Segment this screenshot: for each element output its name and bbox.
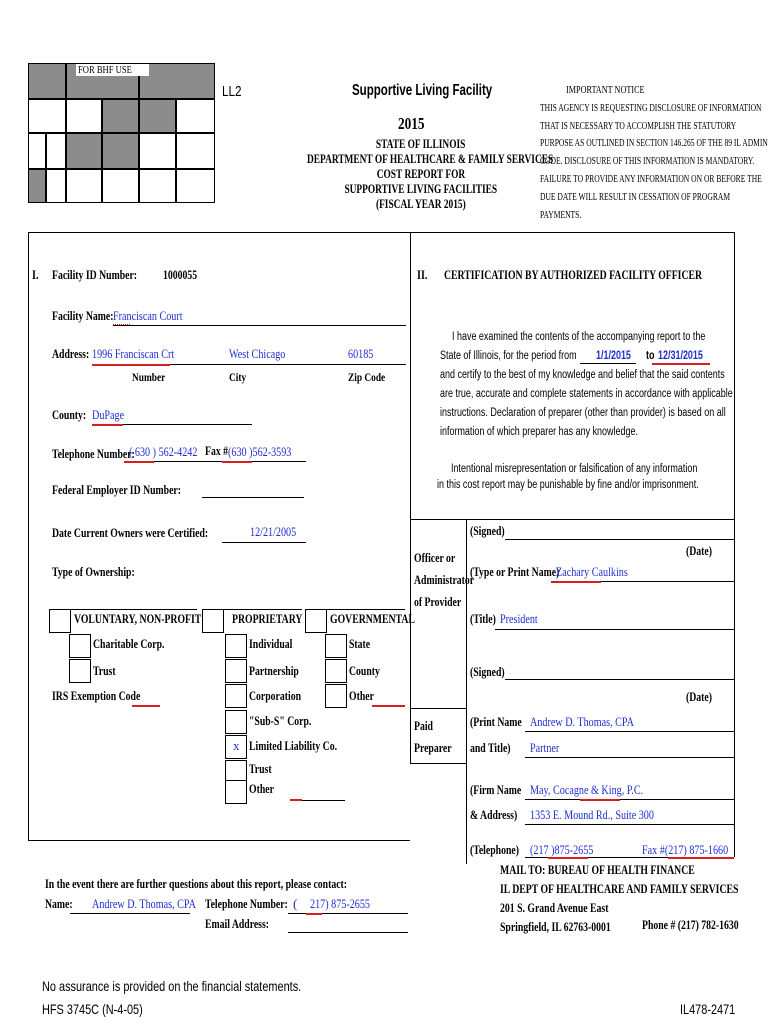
- voluntary-label: VOLUNTARY, NON-PROFIT: [74, 612, 202, 626]
- contact-name-label: Name:: [45, 897, 73, 911]
- agency-line: STATE OF ILLINOIS: [376, 137, 466, 151]
- spell-mark: [668, 857, 734, 859]
- print-name-label: (Print Name: [470, 715, 522, 729]
- preparer-block-left: [410, 708, 411, 763]
- signed-label: (Signed): [470, 524, 505, 538]
- officer-block-left: [410, 519, 411, 709]
- frame-bottom-left: [28, 840, 410, 841]
- fax-value[interactable]: (630 )562-3593: [228, 444, 292, 459]
- partnership-checkbox[interactable]: [225, 659, 247, 683]
- contact-name[interactable]: Andrew D. Thomas, CPA: [92, 896, 196, 911]
- individual-label: Individual: [249, 637, 293, 651]
- governmental-checkbox[interactable]: [305, 609, 327, 633]
- preparer-block-bottom: [410, 763, 466, 764]
- firm-address[interactable]: 1353 E. Mound Rd., Suite 300: [530, 807, 654, 822]
- preparer-block-top: [410, 708, 466, 709]
- grid-cell: [102, 169, 139, 203]
- agency-line: COST REPORT FOR: [376, 167, 466, 181]
- address-street[interactable]: 1996 Franciscan Crt: [92, 346, 175, 361]
- contact-name-line: [70, 913, 190, 914]
- important-notice: IMPORTANT NOTICE THIS AGENCY IS REQUESTING DISCLOSURE OF INFORMATION THAT IS NECESSARY TO ACCOMPLISH THE STATUTORY PURPOSE AS OUTLINED IN SECTION 146.265 OF THE 89 IL ADMIN CODE. DISCLOSURE OF THIS INFORMATION IS MANDATORY. FAILURE TO PROVIDE ANY INFORMATION ON OR BEFORE THE DUE DATE WILL RESULT IN CESSATION OF PROGRAM PAYMENTS.: [540, 85, 768, 221]
- paid-preparer-label: Paid Preparer: [414, 719, 452, 755]
- certified-date[interactable]: 12/21/2005: [250, 524, 297, 539]
- fein-label: Federal Employer ID Number:: [52, 483, 181, 497]
- corporation-label: Corporation: [249, 689, 302, 703]
- agency-block: [306, 137, 554, 212]
- llc-checkmark: x: [233, 738, 240, 753]
- officer-label: Officer or Administrator of Provider: [414, 551, 475, 609]
- contact-tel-label: Telephone Number:: [205, 897, 288, 911]
- preparer-name[interactable]: Andrew D. Thomas, CPA: [530, 714, 634, 729]
- preparer-signature-line[interactable]: [505, 679, 734, 680]
- spell-mark: [92, 364, 170, 366]
- voluntary-checkbox[interactable]: [49, 609, 71, 633]
- spell-mark: [551, 581, 601, 583]
- contact-tel-open: (: [293, 896, 298, 911]
- facility-name-value[interactable]: Franciscan Court: [113, 308, 183, 323]
- partnership-label: Partnership: [249, 664, 299, 678]
- p-other-checkbox[interactable]: [225, 780, 247, 804]
- assurance-note: No assurance is provided on the financial statements.: [42, 978, 302, 994]
- corporation-checkbox[interactable]: [225, 684, 247, 708]
- individual-checkbox[interactable]: [225, 634, 247, 658]
- officer-name[interactable]: Zachary Caulkins: [556, 564, 628, 579]
- firm-name-line: [525, 799, 734, 800]
- telephone-label: Telephone Number:: [52, 447, 135, 461]
- grid-cell: [176, 99, 215, 133]
- agency-line: DEPARTMENT OF HEALTHCARE & FAMILY SERVICES: [307, 152, 554, 166]
- mail-to-block: MAIL TO: BUREAU OF HEALTH FINANCE IL DEPT OF HEALTHCARE AND FAMILY SERVICES 201 S. Grand Avenue East Springfield, IL 62763-0001: [500, 863, 739, 934]
- grid-cell: [102, 99, 139, 133]
- grid-cell: [46, 169, 66, 203]
- facility-name-label: Facility Name:: [52, 309, 114, 323]
- certified-line: [222, 542, 306, 543]
- subs-corp-label: "Sub-S" Corp.: [249, 714, 312, 728]
- county-gov-checkbox[interactable]: [325, 659, 347, 683]
- date-label: (Date): [686, 544, 712, 558]
- p-other-label: Other: [249, 782, 274, 796]
- agency-line: (FISCAL YEAR 2015): [376, 197, 466, 211]
- spell-mark: [290, 799, 302, 801]
- city-caption: City: [229, 370, 247, 384]
- grid-cell: [139, 169, 176, 203]
- form-number: HFS 3745C (N-4-05): [42, 1001, 143, 1017]
- governmental-label: GOVERNMENTAL: [330, 612, 415, 626]
- state-checkbox[interactable]: [325, 634, 347, 658]
- grid-cell: [102, 133, 139, 169]
- officer-block-top: [410, 519, 734, 520]
- gov-other-checkbox[interactable]: [325, 684, 347, 708]
- governmental-rule: [325, 609, 405, 610]
- spell-mark: [580, 799, 620, 801]
- title-label: (Title): [470, 612, 496, 626]
- county-label: County:: [52, 408, 87, 422]
- warning-text: Intentional misrepresentation or falsification of any information in this cost report may be punishable by fine and/or imprisonment.: [437, 463, 699, 491]
- form-code: LL2: [222, 83, 242, 100]
- certification-text: I have examined the contents of the accompanying report to the State of Illinois, for the period from 1/1/2015 to 12/31/2015 and certify to the best of my knowledge and belief that the said contents are true, accurate and complete statements in accordance with applicable instructions. Declaration of preparer (other than provider) is based on all information of which preparer has any knowledge.: [440, 331, 733, 438]
- telephone-value[interactable]: ( 630 ) 562-4242: [129, 444, 198, 459]
- officer-title-line: [495, 629, 734, 630]
- frame-right: [734, 232, 735, 857]
- grid-cell: [46, 133, 66, 169]
- grid-cell: [28, 169, 46, 203]
- spell-mark: [132, 705, 160, 707]
- form-year: 2015: [398, 114, 425, 133]
- county-value[interactable]: DuPage: [92, 407, 125, 422]
- address-zip[interactable]: 60185: [348, 346, 374, 361]
- grid-cell: [28, 63, 66, 99]
- gov-other-label: Other: [349, 689, 374, 703]
- preparer-tel[interactable]: (217 )875-2655: [530, 842, 594, 857]
- fax-label: Fax #: [205, 444, 229, 458]
- type-print-label: (Type or Print Name): [470, 565, 560, 579]
- section-i-label: I.: [32, 267, 39, 282]
- grid-cell: [28, 133, 46, 169]
- preparer-name-line: [525, 731, 734, 732]
- preparer-tel-label: (Telephone): [470, 843, 519, 857]
- section-ii-label: II.: [417, 267, 428, 282]
- address-city[interactable]: West Chicago: [229, 346, 286, 361]
- and-title-label: and Title): [470, 741, 511, 755]
- facility-name-line: [113, 325, 406, 326]
- spell-mark: [652, 363, 710, 365]
- frame-divider-top: [410, 232, 411, 522]
- zip-caption: Zip Code: [348, 370, 386, 384]
- grid-cell: [139, 99, 176, 133]
- period-to[interactable]: 12/31/2015: [658, 350, 703, 362]
- spell-mark: [306, 913, 322, 915]
- certified-label: Date Current Owners were Certified:: [52, 526, 209, 540]
- preparer-title-line: [525, 757, 734, 758]
- signed2-label: (Signed): [470, 665, 505, 679]
- trust-label: Trust: [93, 664, 116, 678]
- spell-mark: [548, 857, 588, 859]
- subs-corp-checkbox[interactable]: [225, 710, 247, 734]
- email-label: Email Address:: [205, 917, 270, 931]
- grid-cell: [176, 133, 215, 169]
- spell-mark: [372, 705, 405, 707]
- facility-id-label: Facility ID Number:: [52, 268, 138, 282]
- grid-cell: [66, 133, 102, 169]
- grid-cell: [139, 133, 176, 169]
- llc-label: Limited Liability Co.: [249, 739, 338, 753]
- period-from[interactable]: 1/1/2015: [596, 350, 631, 362]
- voluntary-rule: [69, 609, 197, 610]
- frame-left: [28, 232, 29, 840]
- grid-cell: [139, 63, 215, 99]
- preparer-title[interactable]: Partner: [530, 740, 560, 755]
- spell-mark: [113, 324, 130, 325]
- firm-address-line: [525, 824, 734, 825]
- address-label: Address:: [52, 347, 90, 361]
- p-trust-label: Trust: [249, 762, 272, 776]
- irs-label: IRS Exemption Code: [52, 689, 141, 703]
- facility-id-value: 1000055: [163, 268, 198, 282]
- spell-mark: [92, 424, 123, 426]
- charitable-label: Charitable Corp.: [93, 637, 165, 651]
- questions-text: In the event there are further questions about this report, please contact:: [45, 877, 348, 891]
- frame-top: [28, 232, 735, 233]
- proprietary-checkbox[interactable]: [202, 609, 224, 633]
- proprietary-rule: [222, 609, 302, 610]
- form-title: Supportive Living Facility: [352, 82, 493, 99]
- charitable-checkbox[interactable]: [69, 634, 91, 658]
- agency-line: SUPPORTIVE LIVING FACILITIES: [344, 182, 498, 196]
- county-gov-label: County: [349, 664, 380, 678]
- preparer-fax[interactable]: Fax #(217) 875-1660: [642, 842, 729, 857]
- email-line[interactable]: [288, 932, 408, 933]
- fein-line[interactable]: [202, 497, 304, 498]
- period-to-label: to: [646, 350, 655, 362]
- officer-title[interactable]: President: [500, 611, 538, 626]
- date2-label: (Date): [686, 690, 712, 704]
- firm-name[interactable]: May, Cocagne & King, P.C.: [530, 782, 644, 797]
- bhf-use-label: FOR BHF USE: [76, 64, 149, 76]
- signature-line[interactable]: [505, 539, 734, 540]
- spell-mark: [124, 461, 154, 463]
- firm-name-label: (Firm Name: [470, 783, 522, 797]
- certification-title: CERTIFICATION BY AUTHORIZED FACILITY OFFICER: [444, 268, 703, 282]
- grid-cell: [66, 169, 102, 203]
- grid-cell: [66, 99, 102, 133]
- period-from-line: [580, 363, 636, 364]
- bureau-phone: Phone # (217) 782-1630: [642, 918, 739, 932]
- page-code: IL478-2471: [680, 1001, 736, 1017]
- ownership-label: Type of Ownership:: [52, 565, 135, 579]
- state-label: State: [349, 637, 371, 651]
- grid-cell: [28, 99, 66, 133]
- proprietary-label: PROPRIETARY: [232, 612, 303, 626]
- contact-tel[interactable]: 217) 875-2655: [310, 896, 370, 911]
- number-caption: Number: [132, 370, 166, 384]
- firm-address-label: & Address): [470, 808, 518, 822]
- spell-mark: [222, 461, 252, 463]
- grid-cell: [176, 169, 215, 203]
- trust-checkbox[interactable]: [69, 659, 91, 683]
